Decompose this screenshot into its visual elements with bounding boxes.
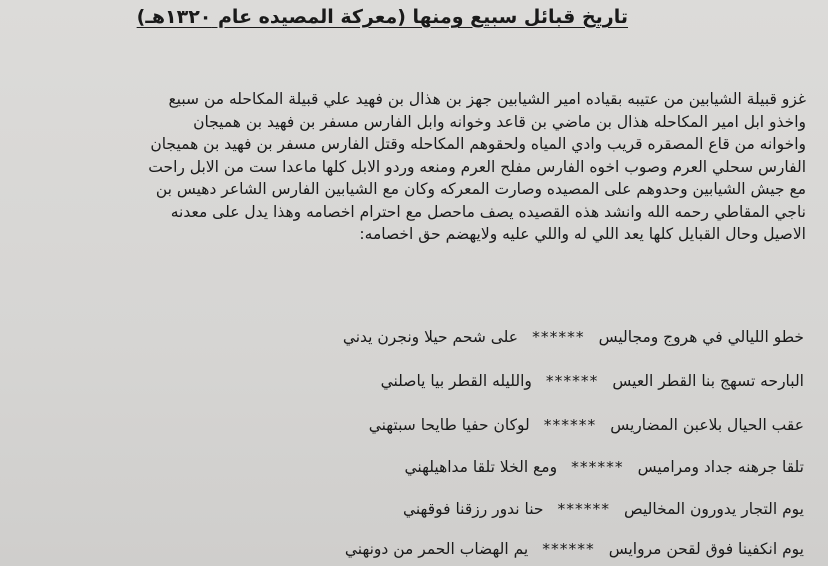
paragraph-line: واخذو ابل امير المكاحله هذال بن ماضي بن قاعد وخوانه وابل الفارس مسفر بن فهيد بن هميجان [193, 112, 806, 131]
paragraph-line: مع جيش الشيابين وحدوهم على المصيده وصارت المعركه وكان مع الشيابين الفارس الشاعر دهيس بن [155, 180, 806, 198]
page-title: تاريخ قبائل سبيع ومنها (معركة المصيده عام ١٣٢٠هـ) [136, 6, 628, 28]
paragraph-line: ناجي المقاطي رحمه الله وانشد هذه القصيده يصف ماحصل مع احترام اخصامه وهذا يدل على معدنه [170, 202, 806, 221]
poem-verse [144, 500, 804, 518]
paragraph-line: غزو قبيلة الشيابين من عتيبه بقياده امير الشيابين جهز بن هذال بن فهيد علي قبيلة المكاحله من سبيع [168, 90, 806, 108]
verse-first-half: يوم التجار يدورون المخاليص [623, 500, 804, 518]
paragraph-line: واخوانه من قاع المصقره قريب وادي المياه ولحقوهم المكاحله وقتل الفارس مسفر بن فهيد بن هميجان [150, 135, 806, 153]
paragraph-line: الاصيل وحال القبايل كلها يعد اللي له واللي عليه ولايهضم حق اخصامه: [359, 225, 806, 243]
verse-separator: ****** [545, 372, 599, 390]
paragraph-line: الفارس سحلي العرم وصوب اخوه الفارس مفلح العرم ومنعه وردو الابل كلها ماعدا ست من الابل راحت [148, 157, 806, 176]
verse-first-half: البارحه تسهج بنا القطر العيس [612, 372, 804, 390]
verse-first-half: يوم انكفينا فوق لقحن مروايس [608, 540, 804, 558]
verse-second-half: ومع الخلا تلقا مداهيلهني [404, 458, 558, 476]
verse-first-half: خطو الليالي في هروج ومجاليس [598, 328, 804, 346]
verse-second-half: حنا ندور رزقنا فوقهني [402, 500, 544, 518]
verse-second-half: يم الهضاب الحمر من دونهني [344, 540, 529, 558]
verse-separator: ****** [543, 416, 597, 434]
poem-verse [144, 416, 804, 434]
poem-verse [144, 540, 804, 558]
intro-paragraph [36, 88, 806, 246]
verse-separator: ****** [532, 328, 585, 346]
verse-separator: ****** [557, 500, 610, 518]
verse-second-half: والليله القطر بيا ياصلني [380, 372, 532, 390]
poem-verse [144, 458, 804, 476]
verse-second-half: لوكان حفيا طايحا سبتهني [368, 416, 530, 434]
poem-verse [144, 328, 804, 346]
verse-second-half: على شحم حيلا ونجرن يدني [342, 328, 519, 346]
verse-separator: ****** [571, 458, 624, 476]
verse-separator: ****** [542, 540, 595, 558]
verse-first-half: تلقا جرهنه جداد ومراميس [637, 458, 804, 476]
verse-first-half: عقب الحيال بلاعبن المضاريس [610, 416, 804, 434]
poem-verse [144, 372, 804, 390]
